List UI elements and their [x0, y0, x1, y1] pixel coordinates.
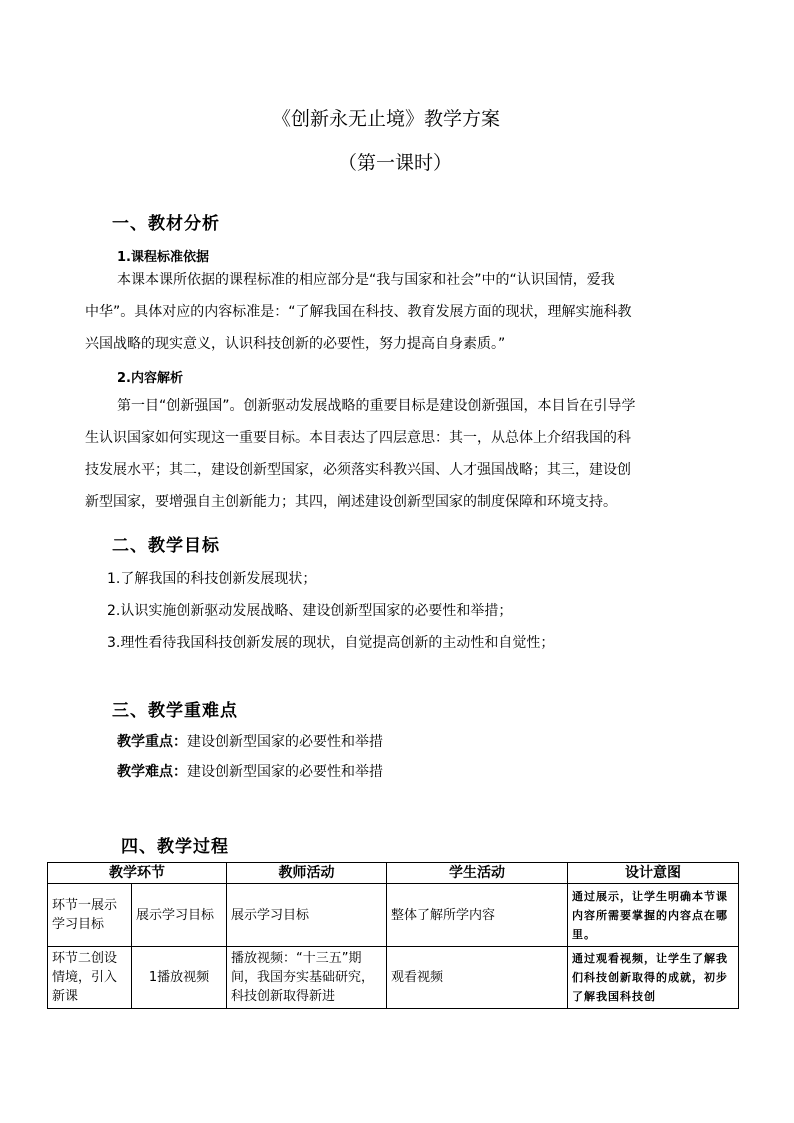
paragraph-line: 本课本课所依据的课程标准的相应部分是“我与国家和社会”中的“认识国情，爱我 — [117, 272, 615, 288]
paragraph-line: 兴国战略的现实意义，认识科技创新的必要性，努力提高自身素质。” — [85, 336, 506, 352]
cell-intent: 通过观看视频，让学生了解我们科技创新取得的成就，初步了解我国科技创 — [568, 947, 739, 1009]
objective-item: 3.理性看待我国科技创新发展的现状，自觉提高创新的主动性和自觉性； — [107, 635, 555, 651]
cell-stage: 环节一展示学习目标 — [48, 884, 132, 947]
paragraph-line: 中华”。具体对应的内容标准是：“了解我国在科技、教育发展方面的现状，理解实施科教 — [85, 304, 632, 320]
paragraph-line: 技发展水平；其二，建设创新型国家，必须落实科教兴国、人才强国战略；其三，建设创 — [85, 462, 631, 478]
difficult-point-text: 建设创新型国家的必要性和举措 — [187, 764, 383, 780]
cell-teacher: 展示学习目标 — [227, 884, 387, 947]
cell-student: 观看视频 — [387, 947, 568, 1009]
difficult-point-label: 教学难点： — [117, 764, 187, 780]
cell-step: 1播放视频 — [132, 947, 227, 1009]
subsection-heading-standard: 1.课程标准依据 — [117, 250, 209, 265]
cell-teacher: 播放视频：“十三五”期间，我国夯实基础研究，科技创新取得新进 — [227, 947, 387, 1009]
header-teacher: 教师活动 — [227, 863, 387, 884]
paragraph-line: 第一目“创新强国”。创新驱动发展战略的重要目标是建设创新强国，本目旨在引导学 — [117, 398, 636, 414]
teaching-process-table — [47, 862, 739, 1009]
header-student: 学生活动 — [387, 863, 568, 884]
section-heading-analysis: 一、教材分析 — [112, 214, 220, 234]
section-heading-objectives: 二、教学目标 — [112, 536, 220, 556]
table-row — [48, 884, 739, 947]
table-header-row — [48, 863, 739, 884]
page-title: 《创新永无止境》教学方案 — [272, 108, 501, 130]
page-subtitle: （第一课时） — [338, 152, 453, 174]
cell-student: 整体了解所学内容 — [387, 884, 568, 947]
key-point-label: 教学重点： — [117, 734, 187, 750]
subsection-heading-content: 2.内容解析 — [117, 371, 183, 386]
cell-intent: 通过展示，让学生明确本节课内容所需要掌握的内容点在哪里。 — [568, 884, 739, 947]
table-row — [48, 947, 739, 1009]
objective-item: 2.认识实施创新驱动发展战略、建设创新型国家的必要性和举措； — [107, 603, 513, 619]
cell-step: 展示学习目标 — [132, 884, 227, 947]
header-intent: 设计意图 — [568, 863, 739, 884]
paragraph-line: 新型国家，要增强自主创新能力；其四，阐述建设创新型国家的制度保障和环境支持。 — [85, 494, 617, 510]
cell-stage: 环节二创设情境，引入新课 — [48, 947, 132, 1009]
key-point-line — [117, 731, 383, 751]
objective-item: 1.了解我国的科技创新发展现状； — [107, 571, 317, 587]
header-stage: 教学环节 — [48, 863, 227, 884]
section-heading-key-points: 三、教学重难点 — [112, 701, 238, 721]
section-heading-process: 四、教学过程 — [121, 837, 229, 857]
difficult-point-line — [117, 761, 383, 781]
key-point-text: 建设创新型国家的必要性和举措 — [187, 734, 383, 750]
paragraph-line: 生认识国家如何实现这一重要目标。本目表达了四层意思：其一，从总体上介绍我国的科 — [85, 430, 631, 446]
